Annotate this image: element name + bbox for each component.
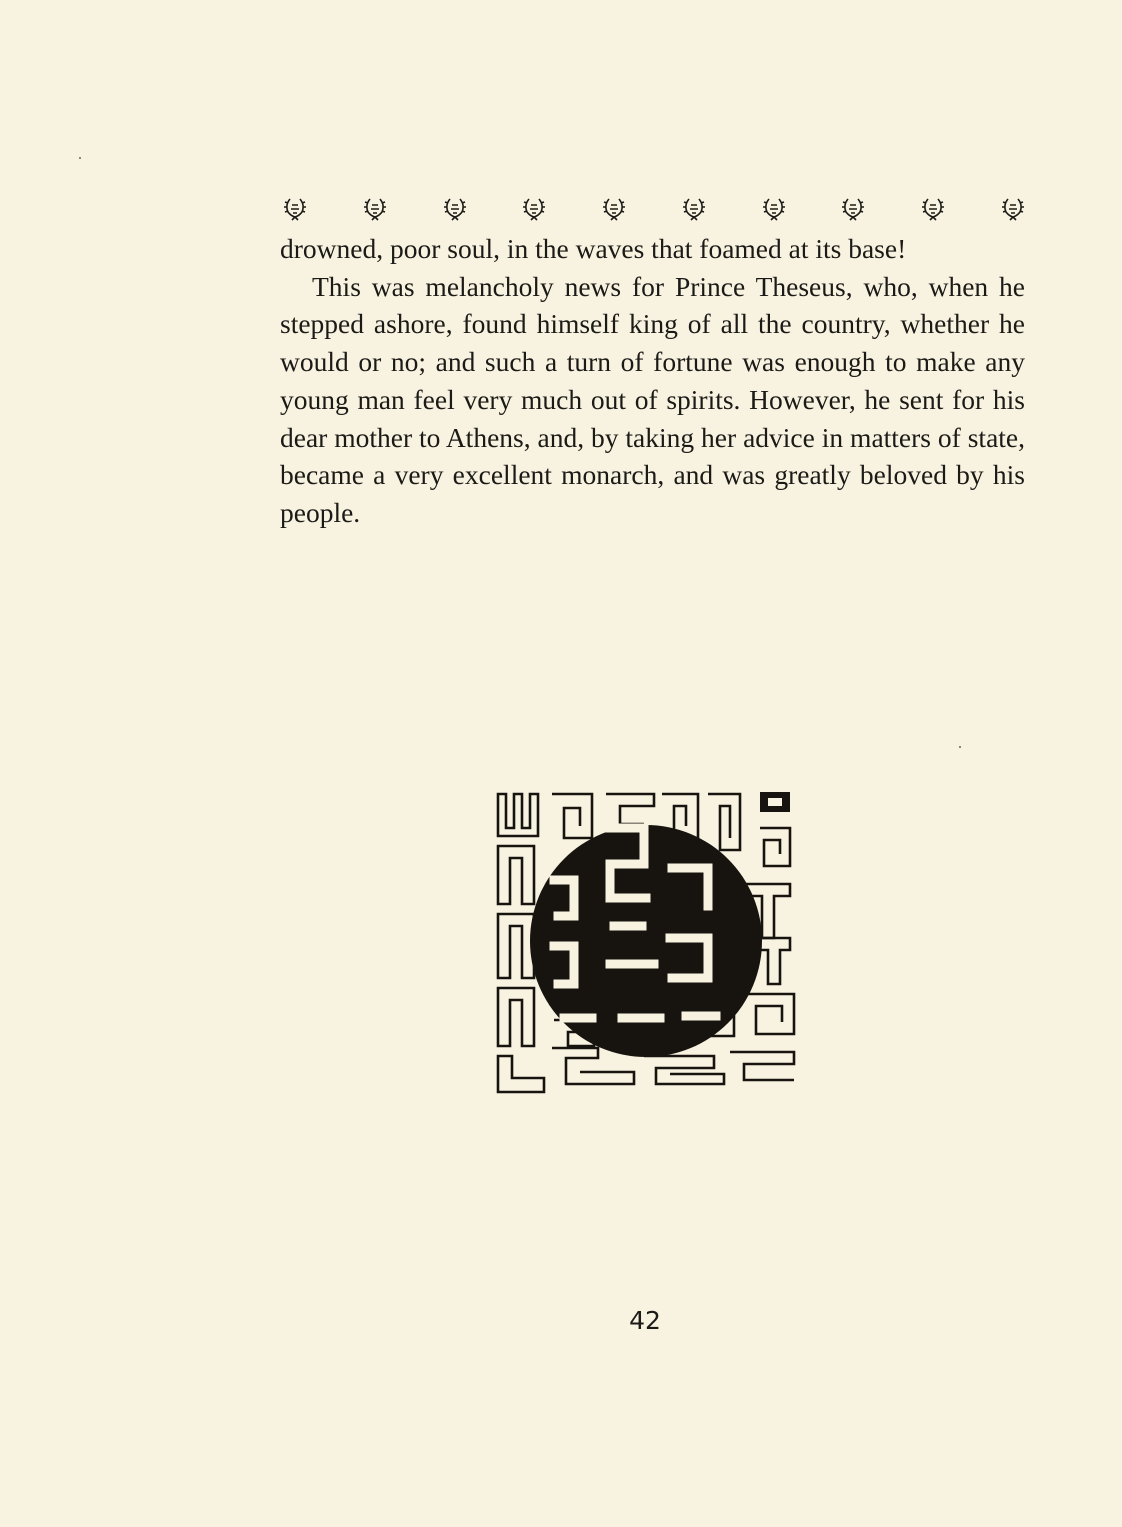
laurel-wreath-icon (761, 195, 787, 221)
ornament-row (282, 193, 1026, 223)
laurel-wreath-icon (282, 195, 308, 221)
laurel-wreath-icon (442, 195, 468, 221)
greek-key-labyrinth-icon (494, 788, 799, 1094)
page-number: 42 (629, 1306, 661, 1335)
laurel-wreath-icon (920, 195, 946, 221)
continued-paragraph: drowned, poor soul, in the waves that foamed at its base! (280, 233, 907, 264)
body-text (280, 230, 1025, 532)
laurel-wreath-icon (681, 195, 707, 221)
laurel-wreath-icon (362, 195, 388, 221)
paper-speck (79, 157, 81, 159)
laurel-wreath-icon (601, 195, 627, 221)
laurel-wreath-icon (1000, 195, 1026, 221)
laurel-wreath-icon (521, 195, 547, 221)
laurel-wreath-icon (840, 195, 866, 221)
paragraph: This was melancholy news for Prince Theseus, who, when he stepped ashore, found himself king of all the country, whether he would or no; and such a turn of fortune was enough to make any young man feel very much out of spirits. However, he sent for his dear mother to Athens, and, by taking her advice in matters of state, became a very excellent monarch, and was greatly beloved by his people. (280, 270, 1025, 528)
paper-speck (959, 746, 961, 748)
